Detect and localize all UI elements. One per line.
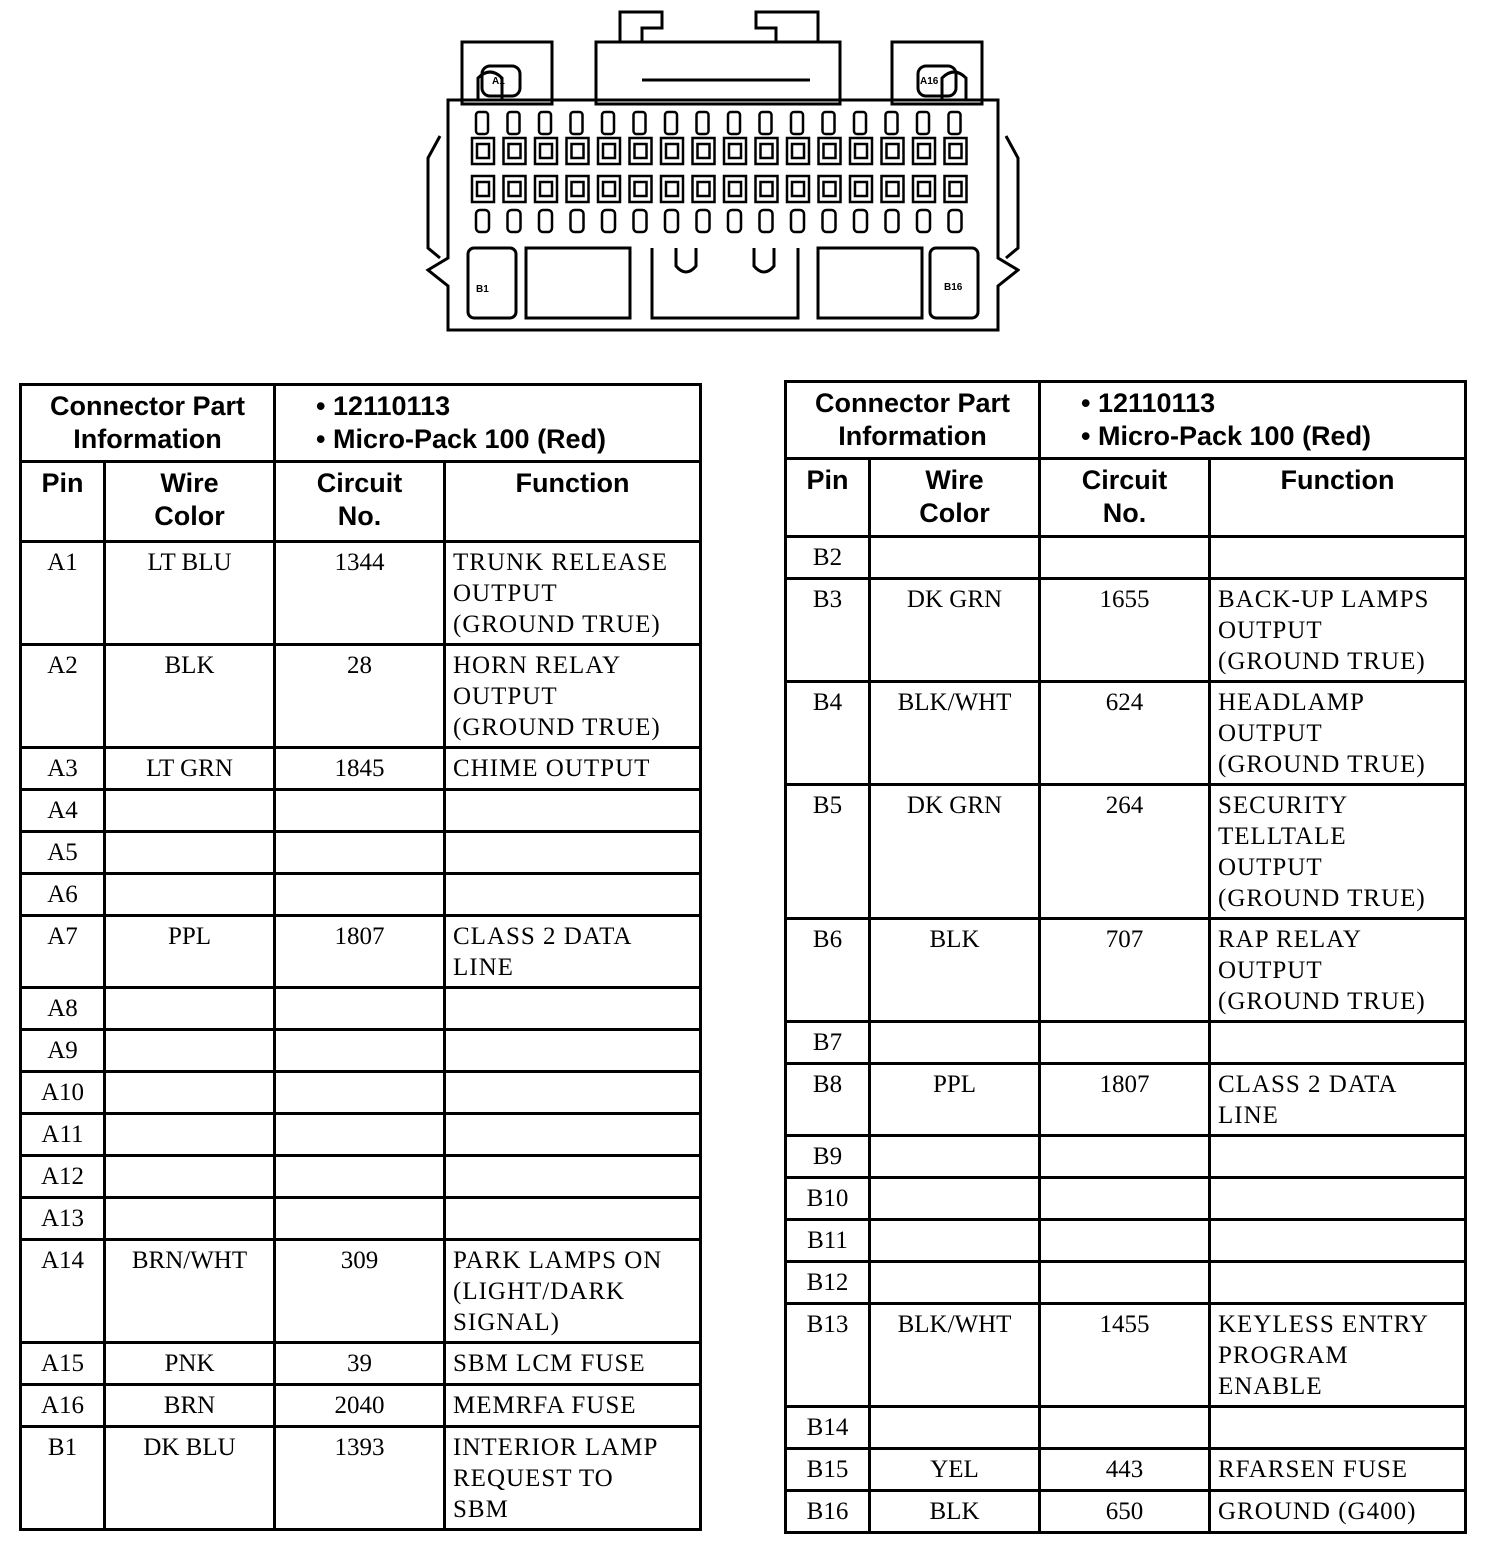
pin-latch (539, 112, 551, 134)
pin-latch (476, 112, 488, 134)
pin-cavity (535, 176, 557, 202)
pin-cell: B13 (786, 1304, 870, 1407)
connector-part-info-label: Connector Part Information (786, 382, 1040, 459)
pin-cell: B4 (786, 682, 870, 785)
pin-cell: B3 (786, 579, 870, 682)
table-row (21, 1240, 701, 1343)
function-cell (1210, 1262, 1466, 1304)
wire-color-cell: BRN/WHT (105, 1240, 275, 1343)
wire-color-cell: PPL (105, 916, 275, 988)
wire-color-cell: PNK (105, 1343, 275, 1385)
connector-part-info-label: Connector Part Information (21, 385, 275, 462)
pin-cavity-inner (603, 144, 615, 158)
table-row (786, 1136, 1466, 1178)
wire-color-cell (105, 1030, 275, 1072)
corner-label-b16: B16 (944, 282, 963, 293)
connector-part-values: • 12110113 • Micro-Pack 100 (Red) (275, 385, 701, 462)
wire-color-cell: YEL (870, 1449, 1040, 1491)
pin-cell: A4 (21, 790, 105, 832)
table-row (21, 645, 701, 748)
function-cell (1210, 1178, 1466, 1220)
circuit-cell (275, 1198, 445, 1240)
pinout-table-left (19, 383, 702, 1531)
pin-cavity-inner (698, 182, 710, 196)
pin-latch (634, 112, 646, 134)
function-cell (1210, 537, 1466, 579)
corner-label-a1: A1 (492, 76, 505, 87)
table-row (21, 874, 701, 916)
table-row (786, 785, 1466, 919)
pin-cell: A9 (21, 1030, 105, 1072)
pin-terminal (571, 210, 584, 232)
wire-color-cell (105, 790, 275, 832)
pin-cavity-inner (540, 144, 552, 158)
pin-cavity (504, 138, 526, 164)
function-cell: SECURITY TELLTALE OUTPUT (GROUND TRUE) (1210, 785, 1466, 919)
circuit-cell (1040, 1407, 1210, 1449)
pin-cell: A8 (21, 988, 105, 1030)
pin-cavity (756, 176, 778, 202)
function-cell: RAP RELAY OUTPUT (GROUND TRUE) (1210, 919, 1466, 1022)
table-row (21, 1343, 701, 1385)
circuit-cell (1040, 1262, 1210, 1304)
circuit-cell: 650 (1040, 1491, 1210, 1533)
pin-cavity (598, 176, 620, 202)
circuit-cell: 1393 (275, 1427, 445, 1530)
pin-cavity (787, 176, 809, 202)
circuit-cell: 28 (275, 645, 445, 748)
pin-cell: A2 (21, 645, 105, 748)
table-row (786, 1178, 1466, 1220)
pinout-table-right (784, 380, 1467, 1534)
pin-terminal (728, 210, 741, 232)
wire-color-cell: BLK (870, 919, 1040, 1022)
connector-part-values: • 12110113 • Micro-Pack 100 (Red) (1040, 382, 1466, 459)
circuit-cell: 2040 (275, 1385, 445, 1427)
pin-cell: B5 (786, 785, 870, 919)
circuit-cell (275, 988, 445, 1030)
pin-cavity-inner (855, 182, 867, 196)
wire-color-cell: DK BLU (105, 1427, 275, 1530)
pin-cavity-inner (761, 144, 773, 158)
pin-terminal (854, 210, 867, 232)
function-cell (1210, 1407, 1466, 1449)
circuit-cell: 1655 (1040, 579, 1210, 682)
pin-terminal (917, 210, 930, 232)
pin-terminal (823, 210, 836, 232)
pin-latch (917, 112, 929, 134)
function-cell (445, 790, 701, 832)
function-cell (445, 874, 701, 916)
pin-cell: B1 (21, 1427, 105, 1530)
wire-color-cell (870, 1407, 1040, 1449)
wire-color-cell: LT GRN (105, 748, 275, 790)
pin-cell: A16 (21, 1385, 105, 1427)
table-row (21, 1427, 701, 1530)
pin-cavity-inner (509, 182, 521, 196)
column-header-function: Function (1210, 459, 1466, 537)
circuit-cell (275, 874, 445, 916)
pin-cell: A3 (21, 748, 105, 790)
wire-color-cell: PPL (870, 1064, 1040, 1136)
column-header-pin: Pin (21, 462, 105, 542)
function-cell (1210, 1220, 1466, 1262)
table-row (786, 579, 1466, 682)
pin-cell: B14 (786, 1407, 870, 1449)
pin-cavity-inner (698, 144, 710, 158)
pin-terminal (697, 210, 710, 232)
center-latch-frame (596, 42, 840, 104)
function-cell: KEYLESS ENTRY PROGRAM ENABLE (1210, 1304, 1466, 1407)
circuit-cell: 1455 (1040, 1304, 1210, 1407)
pin-latch (854, 112, 866, 134)
pin-cavity-inner (824, 182, 836, 196)
corner-label-b1: B1 (476, 284, 489, 295)
table-row (786, 1262, 1466, 1304)
pin-cavity (472, 176, 494, 202)
circuit-cell: 309 (275, 1240, 445, 1343)
pin-cavity-inner (950, 144, 962, 158)
pin-cavity (724, 176, 746, 202)
wire-color-cell: DK GRN (870, 785, 1040, 919)
pin-cavity (693, 176, 715, 202)
wire-color-cell (105, 874, 275, 916)
wire-color-cell (870, 537, 1040, 579)
pin-cavity-inner (729, 144, 741, 158)
pin-latch (791, 112, 803, 134)
wire-color-cell: BLK (105, 645, 275, 748)
pin-cavity (850, 176, 872, 202)
column-header-function: Function (445, 462, 701, 542)
table-row (786, 1220, 1466, 1262)
table-row (786, 682, 1466, 785)
pin-latch (949, 112, 961, 134)
table-row (786, 1304, 1466, 1407)
circuit-cell: 39 (275, 1343, 445, 1385)
column-header-circuit-no: Circuit No. (1040, 459, 1210, 537)
pin-cell: A10 (21, 1072, 105, 1114)
latch-right (756, 12, 818, 42)
pin-cell: A5 (21, 832, 105, 874)
pin-terminal (634, 210, 647, 232)
circuit-cell (275, 832, 445, 874)
pin-cell: B9 (786, 1136, 870, 1178)
pin-cavity-inner (950, 182, 962, 196)
function-cell (445, 832, 701, 874)
pin-terminal (949, 210, 962, 232)
pin-cavity (913, 138, 935, 164)
pin-cavity (630, 138, 652, 164)
pin-cavity-inner (729, 182, 741, 196)
function-cell (1210, 1136, 1466, 1178)
pin-terminal (602, 210, 615, 232)
table-row (21, 988, 701, 1030)
function-cell: MEMRFA FUSE (445, 1385, 701, 1427)
wire-color-cell (105, 988, 275, 1030)
connector-face-diagram (420, 8, 1020, 338)
pin-cavity-inner (540, 182, 552, 196)
pin-cell: A12 (21, 1156, 105, 1198)
table-row (21, 748, 701, 790)
function-cell (445, 1072, 701, 1114)
pin-cavity (850, 138, 872, 164)
column-header-pin: Pin (786, 459, 870, 537)
wire-color-cell (870, 1220, 1040, 1262)
pin-cavity-inner (887, 144, 899, 158)
function-cell: BACK-UP LAMPS OUTPUT (GROUND TRUE) (1210, 579, 1466, 682)
pin-cavity (504, 176, 526, 202)
pin-cell: B10 (786, 1178, 870, 1220)
table-row (21, 1156, 701, 1198)
column-header-circuit-no: Circuit No. (275, 462, 445, 542)
circuit-cell (275, 1156, 445, 1198)
pin-cavity-inner (792, 144, 804, 158)
function-cell: CLASS 2 DATA LINE (1210, 1064, 1466, 1136)
column-header-wire-color: Wire Color (870, 459, 1040, 537)
wire-color-cell: BRN (105, 1385, 275, 1427)
pin-cavity (567, 176, 589, 202)
wire-color-cell: BLK/WHT (870, 682, 1040, 785)
pin-cell: B15 (786, 1449, 870, 1491)
table-row (786, 537, 1466, 579)
pin-cell: A11 (21, 1114, 105, 1156)
pin-latch (728, 112, 740, 134)
table-row (21, 1198, 701, 1240)
pin-cavity-inner (572, 182, 584, 196)
table-row (786, 1064, 1466, 1136)
pin-cavity (693, 138, 715, 164)
circuit-cell (275, 1030, 445, 1072)
pin-latch (508, 112, 520, 134)
pin-cavity (945, 138, 967, 164)
pin-cell: A13 (21, 1198, 105, 1240)
pin-cavity-inner (918, 144, 930, 158)
function-cell: PARK LAMPS ON (LIGHT/DARK SIGNAL) (445, 1240, 701, 1343)
pin-cavity-inner (509, 144, 521, 158)
circuit-cell (1040, 1220, 1210, 1262)
circuit-cell: 624 (1040, 682, 1210, 785)
wire-color-cell (870, 1178, 1040, 1220)
function-cell: CHIME OUTPUT (445, 748, 701, 790)
table-row (786, 1407, 1466, 1449)
pin-cell: B7 (786, 1022, 870, 1064)
table-row (21, 832, 701, 874)
function-cell (445, 1030, 701, 1072)
function-cell: SBM LCM FUSE (445, 1343, 701, 1385)
circuit-cell (1040, 1022, 1210, 1064)
pin-cavity-inner (761, 182, 773, 196)
pin-terminal (886, 210, 899, 232)
function-cell (1210, 1022, 1466, 1064)
table-row (21, 1114, 701, 1156)
pin-latch (697, 112, 709, 134)
pin-cavity-inner (635, 144, 647, 158)
pin-latch (665, 112, 677, 134)
circuit-cell: 1344 (275, 542, 445, 645)
wire-color-cell (870, 1136, 1040, 1178)
pin-cavity (819, 176, 841, 202)
table-row (21, 1072, 701, 1114)
wire-color-cell (870, 1022, 1040, 1064)
table-row (786, 1449, 1466, 1491)
function-cell: HEADLAMP OUTPUT (GROUND TRUE) (1210, 682, 1466, 785)
pin-cavity (661, 176, 683, 202)
circuit-cell (1040, 537, 1210, 579)
circuit-cell: 1845 (275, 748, 445, 790)
pin-cell: A14 (21, 1240, 105, 1343)
function-cell (445, 1156, 701, 1198)
pin-cavity-inner (887, 182, 899, 196)
pin-latch (571, 112, 583, 134)
function-cell: INTERIOR LAMP REQUEST TO SBM (445, 1427, 701, 1530)
wire-color-cell (105, 1072, 275, 1114)
pin-cell: A7 (21, 916, 105, 988)
pin-cell: B11 (786, 1220, 870, 1262)
pin-terminal (476, 210, 489, 232)
wire-color-cell: DK GRN (870, 579, 1040, 682)
pin-cell: B12 (786, 1262, 870, 1304)
circuit-cell: 1807 (1040, 1064, 1210, 1136)
pin-cavity-inner (572, 144, 584, 158)
pin-cavity-inner (477, 182, 489, 196)
pin-cavity (472, 138, 494, 164)
pin-cavity (882, 176, 904, 202)
pin-cell: B8 (786, 1064, 870, 1136)
circuit-cell (275, 1114, 445, 1156)
function-cell: CLASS 2 DATA LINE (445, 916, 701, 988)
pin-latch (760, 112, 772, 134)
pin-cavity (819, 138, 841, 164)
corner-label-a16: A16 (920, 76, 939, 87)
table-row (21, 790, 701, 832)
table-row (21, 1030, 701, 1072)
pin-cavity-inner (918, 182, 930, 196)
pin-cavity (882, 138, 904, 164)
function-cell: GROUND (G400) (1210, 1491, 1466, 1533)
pin-cell: B16 (786, 1491, 870, 1533)
pin-terminal (508, 210, 521, 232)
pin-cavity (787, 138, 809, 164)
function-cell: HORN RELAY OUTPUT (GROUND TRUE) (445, 645, 701, 748)
wire-color-cell (105, 1198, 275, 1240)
pin-terminal (760, 210, 773, 232)
wire-color-cell: BLK (870, 1491, 1040, 1533)
wire-color-cell (105, 1156, 275, 1198)
pin-cavity-inner (477, 144, 489, 158)
table-row (21, 1385, 701, 1427)
pin-cavity (598, 138, 620, 164)
wire-color-cell (105, 832, 275, 874)
pin-cavity (756, 138, 778, 164)
pin-cavity (567, 138, 589, 164)
circuit-cell (1040, 1178, 1210, 1220)
pin-cavity-inner (635, 182, 647, 196)
wire-color-cell: LT BLU (105, 542, 275, 645)
pin-cavity-inner (603, 182, 615, 196)
pin-cell: B2 (786, 537, 870, 579)
function-cell: TRUNK RELEASE OUTPUT (GROUND TRUE) (445, 542, 701, 645)
function-cell: RFARSEN FUSE (1210, 1449, 1466, 1491)
column-header-wire-color: Wire Color (105, 462, 275, 542)
pin-terminal (791, 210, 804, 232)
circuit-cell: 1807 (275, 916, 445, 988)
pin-cavity (945, 176, 967, 202)
pin-latch (602, 112, 614, 134)
pin-cell: A6 (21, 874, 105, 916)
circuit-cell (275, 1072, 445, 1114)
pin-cell: A1 (21, 542, 105, 645)
pin-cell: B6 (786, 919, 870, 1022)
pin-latch (886, 112, 898, 134)
pin-cavity-inner (855, 144, 867, 158)
pin-cavity-inner (792, 182, 804, 196)
pin-terminal (665, 210, 678, 232)
pin-cavity (630, 176, 652, 202)
wire-color-cell (105, 1114, 275, 1156)
table-row (21, 542, 701, 645)
pin-cavity-inner (666, 144, 678, 158)
circuit-cell (1040, 1136, 1210, 1178)
pin-cavity-inner (824, 144, 836, 158)
circuit-cell (275, 790, 445, 832)
function-cell (445, 1114, 701, 1156)
circuit-cell: 264 (1040, 785, 1210, 919)
function-cell (445, 1198, 701, 1240)
pin-cavity (535, 138, 557, 164)
table-row (786, 1022, 1466, 1064)
pin-cavity (724, 138, 746, 164)
pin-latch (823, 112, 835, 134)
pin-cavity (661, 138, 683, 164)
function-cell (445, 988, 701, 1030)
table-row (786, 1491, 1466, 1533)
wire-color-cell: BLK/WHT (870, 1304, 1040, 1407)
pin-terminal (539, 210, 552, 232)
pin-cavity (913, 176, 935, 202)
pin-cell: A15 (21, 1343, 105, 1385)
circuit-cell: 443 (1040, 1449, 1210, 1491)
latch-left (620, 12, 662, 42)
table-row (21, 916, 701, 988)
circuit-cell: 707 (1040, 919, 1210, 1022)
wire-color-cell (870, 1262, 1040, 1304)
pin-cavity-inner (666, 182, 678, 196)
table-row (786, 919, 1466, 1022)
